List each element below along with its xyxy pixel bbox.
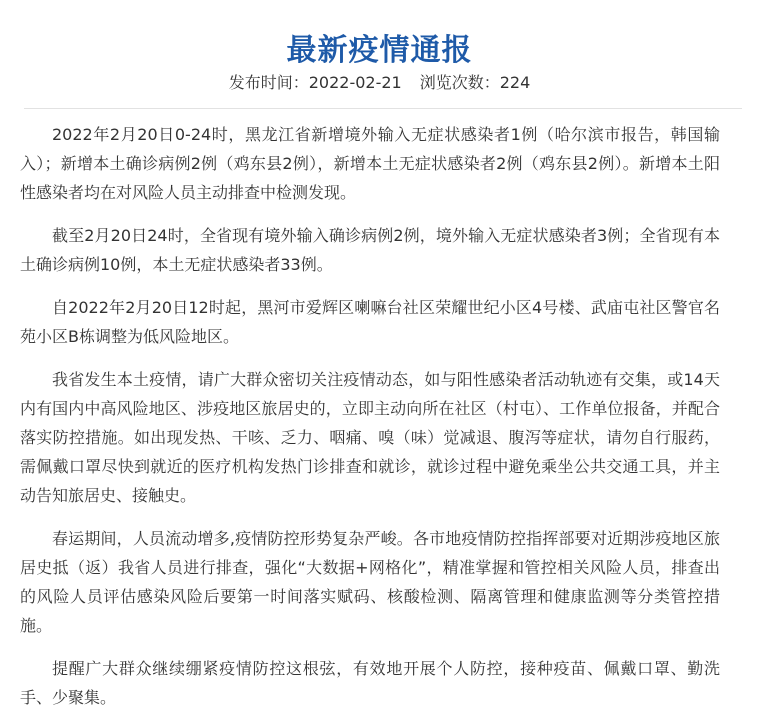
views-label: 浏览次数： [419, 73, 500, 92]
paragraph: 春运期间，人员流动增多,疫情防控形势复杂严峻。各市地疫情防控指挥部要对近期涉疫地区旅居史抵（返）我省人员进行排查，强化“大数据+网格化”，精准掌握和管控相关风险人员，排查出的风险人员评估感染风险后要第一时间落实赋码、核酸检测、隔离管理和健康监测等分类管控措施。 [20, 529, 720, 635]
paragraph: 我省发生本土疫情，请广大群众密切关注疫情动态，如与阳性感染者活动轨迹有交集，或14天内有国内中高风险地区、涉疫地区旅居史的，立即主动向所在社区（村屯）、工作单位报备，并配合落实防控措施。如出现发热、干咳、乏力、咽痛、嗅（味）觉减退、腹泻等症状，请勿自行服药，需佩戴口罩尽快到就近的医疗机构发热门诊排查和就诊，就诊过程中避免乘坐公共交通工具，并主动告知旅居史、接触史。 [20, 370, 720, 505]
paragraph: 自2022年2月20日12时起，黑河市爱辉区喇嘛台社区荣耀世纪小区4号楼、武庙屯社区警官名苑小区B栋调整为低风险地区。 [20, 298, 720, 346]
page-title: 最新疫情通报 [286, 33, 473, 69]
publish-date: 2022-02-21 [308, 73, 402, 92]
paragraph: 提醒广大群众继续绷紧疫情防控这根弦，有效地开展个人防控，接种疫苗、佩戴口罩、勤洗手、少聚集。 [20, 659, 720, 707]
publish-label: 发布时间： [228, 73, 309, 92]
paragraph: 2022年2月20日0-24时，黑龙江省新增境外输入无症状感染者1例（哈尔滨市报告，韩国输入）；新增本土确诊病例2例（鸡东县2例），新增本土无症状感染者2例（鸡东县2例）。新增本土阳性感染者均在对风险人员主动排查中检测发现。 [20, 125, 720, 202]
article-meta [0, 72, 759, 94]
paragraph: 截至2月20日24时，全省现有境外输入确诊病例2例，境外输入无症状感染者3例；全省现有本土确诊病例10例，本土无症状感染者33例。 [20, 226, 720, 274]
title-divider [24, 108, 742, 109]
views-count: 224 [499, 73, 531, 92]
article-body [20, 120, 720, 726]
